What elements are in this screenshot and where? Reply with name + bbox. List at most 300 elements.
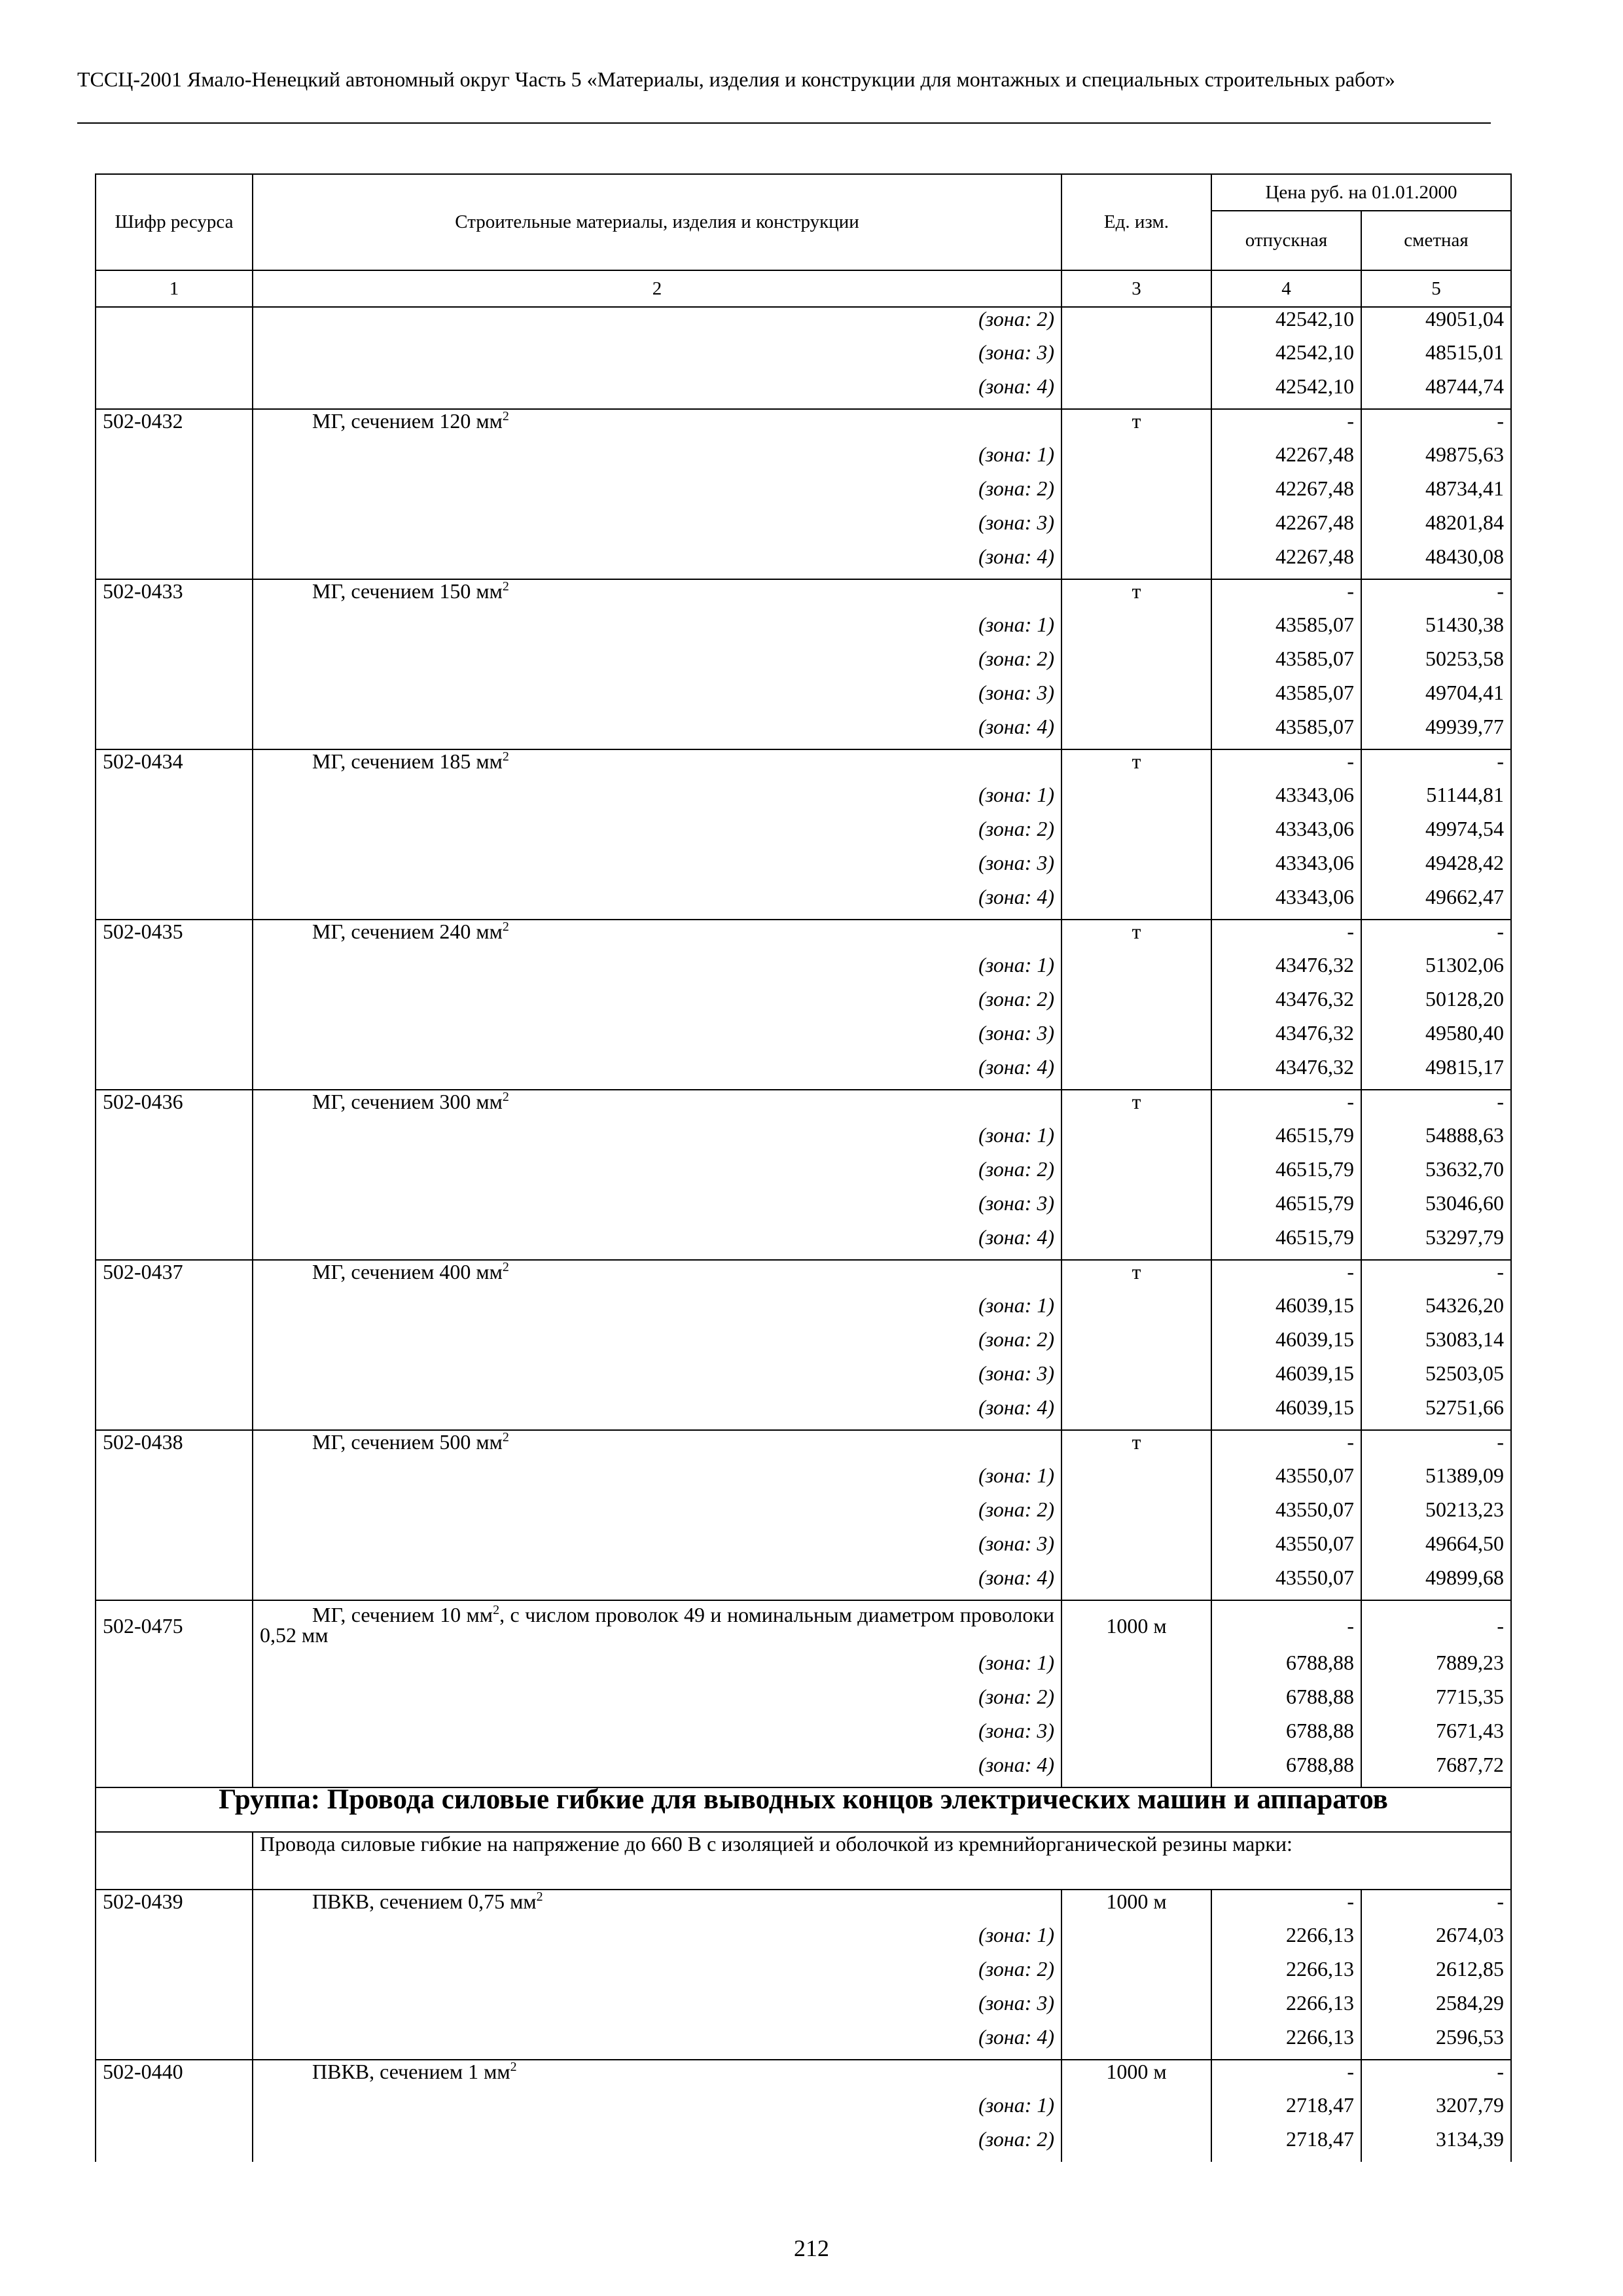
release-price: 46515,79 — [1211, 1192, 1361, 1226]
estimate-price: 49815,17 — [1361, 1056, 1511, 1090]
header-price-group: Цена руб. на 01.01.2000 — [1211, 174, 1511, 211]
zone-label: (зона: 4) — [253, 886, 1061, 920]
zone-label: (зона: 1) — [978, 1923, 1054, 1946]
item-row — [96, 579, 1511, 613]
zone-row — [96, 715, 1511, 749]
zone-row — [96, 2094, 1511, 2128]
estimate-price: 51144,81 — [1361, 783, 1511, 817]
page-header: ТССЦ-2001 Ямало-Ненецкий автономный округ Часть 5 «Материалы, изделия и конструкции для монтажных и специальных строительных работ» — [77, 67, 1395, 91]
estimate-price: - — [1361, 920, 1511, 954]
release-price: 46515,79 — [1211, 1158, 1361, 1192]
resource-code: 502-0440 — [96, 2060, 253, 2094]
estimate-price: 7671,43 — [1361, 1719, 1511, 1753]
item-name — [253, 1090, 1061, 1124]
unit-cell-empty — [1061, 1124, 1211, 1158]
zone-label: (зона: 1) — [978, 783, 1054, 806]
estimate-price: 49428,42 — [1361, 852, 1511, 886]
estimate-price: 49051,04 — [1361, 307, 1511, 341]
release-price: 43550,07 — [1211, 1464, 1361, 1498]
estimate-price: 52751,66 — [1361, 1396, 1511, 1430]
zone-row — [96, 307, 1511, 341]
code-cell-empty — [96, 1832, 253, 1890]
code-cell-empty — [96, 1294, 253, 1328]
code-cell-empty — [96, 1753, 253, 1787]
release-price: 43585,07 — [1211, 681, 1361, 715]
item-name-text: ПВКВ, сечением 1 мм — [312, 2060, 510, 2083]
unit-cell-empty — [1061, 1328, 1211, 1362]
unit: 1000 м — [1061, 1600, 1211, 1651]
unit-cell-empty — [1061, 886, 1211, 920]
unit-cell-empty — [1061, 1753, 1211, 1787]
superscript: 2 — [502, 920, 509, 934]
code-cell-empty — [96, 307, 253, 341]
estimate-price: 53297,79 — [1361, 1226, 1511, 1260]
code-cell-empty — [96, 783, 253, 817]
item-row — [96, 749, 1511, 783]
resource-code: 502-0439 — [96, 1890, 253, 1924]
estimate-price: 51389,09 — [1361, 1464, 1511, 1498]
release-price: 46515,79 — [1211, 1226, 1361, 1260]
unit-cell-empty — [1061, 341, 1211, 375]
unit-cell-empty — [1061, 783, 1211, 817]
item-name — [253, 1430, 1061, 1464]
release-price: 46039,15 — [1211, 1328, 1361, 1362]
release-price: 46039,15 — [1211, 1294, 1361, 1328]
estimate-price: 48430,08 — [1361, 545, 1511, 579]
estimate-price: - — [1361, 1430, 1511, 1464]
unit: т — [1061, 920, 1211, 954]
resource-code: 502-0435 — [96, 920, 253, 954]
estimate-price: 54888,63 — [1361, 1124, 1511, 1158]
item-row — [96, 1260, 1511, 1294]
release-price: 43343,06 — [1211, 783, 1361, 817]
zone-label: (зона: 1) — [978, 613, 1054, 636]
unit-cell-empty — [1061, 1022, 1211, 1056]
zone-row — [96, 443, 1511, 477]
code-cell-empty — [96, 2094, 253, 2128]
estimate-price: 49662,47 — [1361, 886, 1511, 920]
estimate-price: 2596,53 — [1361, 2026, 1511, 2060]
estimate-price: 51430,38 — [1361, 613, 1511, 647]
zone-row — [96, 783, 1511, 817]
release-price: 43476,32 — [1211, 988, 1361, 1022]
resource-code: 502-0438 — [96, 1430, 253, 1464]
header-estimate-price: сметная — [1361, 211, 1511, 270]
estimate-price: 7687,72 — [1361, 1753, 1511, 1787]
item-row — [96, 1430, 1511, 1464]
zone-row — [96, 375, 1511, 409]
unit: т — [1061, 409, 1211, 443]
zone-label: (зона: 4) — [253, 2026, 1061, 2060]
unit-cell-empty — [1061, 1158, 1211, 1192]
zone-label: (зона: 3) — [978, 1719, 1054, 1742]
unit-cell-empty — [1061, 375, 1211, 409]
code-cell-empty — [96, 715, 253, 749]
unit-cell-empty — [1061, 2128, 1211, 2162]
release-price: 6788,88 — [1211, 1719, 1361, 1753]
unit-cell-empty — [1061, 2026, 1211, 2060]
unit-cell-empty — [1061, 1498, 1211, 1532]
zone-label: (зона: 2) — [978, 1157, 1054, 1181]
zone-row — [96, 613, 1511, 647]
item-name-text: МГ, сечением 150 мм — [312, 579, 503, 603]
item-row — [96, 1890, 1511, 1924]
item-name — [253, 749, 1061, 783]
code-cell-empty — [96, 443, 253, 477]
estimate-price: 2612,85 — [1361, 1958, 1511, 1992]
zone-label: (зона: 3) — [978, 1532, 1054, 1555]
unit: т — [1061, 1260, 1211, 1294]
unit-cell-empty — [1061, 1719, 1211, 1753]
group-title: Группа: Провода силовые гибкие для выводных концов электрических машин и аппаратов — [96, 1787, 1511, 1832]
superscript: 2 — [536, 1890, 543, 1904]
zone-label: (зона: 2) — [978, 307, 1054, 331]
release-price: 42542,10 — [1211, 375, 1361, 409]
estimate-price: - — [1361, 1260, 1511, 1294]
zone-label: (зона: 2) — [978, 2127, 1054, 2151]
item-name-text: МГ, сечением 300 мм — [312, 1090, 503, 1113]
zone-row — [96, 511, 1511, 545]
zone-label: (зона: 2) — [978, 476, 1054, 500]
code-cell-empty — [96, 2128, 253, 2162]
item-name — [253, 579, 1061, 613]
column-number: 1 — [96, 270, 253, 307]
resource-code: 502-0436 — [96, 1090, 253, 1124]
zone-label: (зона: 1) — [978, 1293, 1054, 1317]
code-cell-empty — [96, 1022, 253, 1056]
estimate-price: 50253,58 — [1361, 647, 1511, 681]
item-name — [253, 2060, 1061, 2094]
release-price: - — [1211, 1260, 1361, 1294]
estimate-price: 49939,77 — [1361, 715, 1511, 749]
estimate-price: - — [1361, 749, 1511, 783]
unit-cell-empty — [1061, 1192, 1211, 1226]
release-price: - — [1211, 749, 1361, 783]
unit-cell-empty — [1061, 1226, 1211, 1260]
release-price: - — [1211, 409, 1361, 443]
item-name-tail: , с числом проволок 49 и номинальным диаметром проволоки 0,52 мм — [260, 1603, 1055, 1647]
unit-cell-empty — [1061, 647, 1211, 681]
code-cell-empty — [96, 1192, 253, 1226]
zone-label: (зона: 3) — [978, 681, 1054, 704]
unit-cell-empty — [1061, 1464, 1211, 1498]
unit: т — [1061, 1090, 1211, 1124]
code-cell-empty — [96, 1532, 253, 1566]
estimate-price: 49875,63 — [1361, 443, 1511, 477]
item-name-text: МГ, сечением 120 мм — [312, 409, 503, 433]
estimate-price: 2674,03 — [1361, 1924, 1511, 1958]
release-price: 43550,07 — [1211, 1566, 1361, 1600]
estimate-price: - — [1361, 579, 1511, 613]
release-price: - — [1211, 579, 1361, 613]
unit-cell-empty — [1061, 954, 1211, 988]
code-cell-empty — [96, 375, 253, 409]
item-row — [96, 409, 1511, 443]
code-cell-empty — [96, 1651, 253, 1685]
release-price: 43585,07 — [1211, 613, 1361, 647]
zone-row — [96, 1056, 1511, 1090]
zone-row — [96, 1566, 1511, 1600]
item-name-text: МГ, сечением 500 мм — [312, 1430, 503, 1454]
superscript: 2 — [502, 1430, 509, 1444]
release-price: 2718,47 — [1211, 2094, 1361, 2128]
code-cell-empty — [96, 1958, 253, 1992]
estimate-price: 2584,29 — [1361, 1992, 1511, 2026]
release-price: 43476,32 — [1211, 954, 1361, 988]
item-row — [96, 920, 1511, 954]
unit: т — [1061, 579, 1211, 613]
zone-row — [96, 477, 1511, 511]
estimate-price: 49580,40 — [1361, 1022, 1511, 1056]
estimate-price: 48734,41 — [1361, 477, 1511, 511]
item-row — [96, 2060, 1511, 2094]
zone-label: (зона: 1) — [978, 1463, 1054, 1487]
zone-row — [96, 1294, 1511, 1328]
release-price: 42267,48 — [1211, 511, 1361, 545]
superscript: 2 — [493, 1603, 500, 1617]
zone-label: (зона: 4) — [253, 1566, 1061, 1600]
code-cell-empty — [96, 1566, 253, 1600]
group-intro-row — [96, 1832, 1511, 1890]
unit-cell-empty — [1061, 1396, 1211, 1430]
zone-row — [96, 988, 1511, 1022]
estimate-price: 53632,70 — [1361, 1158, 1511, 1192]
zone-row — [96, 817, 1511, 852]
zone-row — [96, 1532, 1511, 1566]
unit-cell-empty — [1061, 1294, 1211, 1328]
release-price: 6788,88 — [1211, 1753, 1361, 1787]
zone-label: (зона: 3) — [978, 340, 1054, 364]
code-cell-empty — [96, 954, 253, 988]
release-price: 42267,48 — [1211, 477, 1361, 511]
estimate-price: 49664,50 — [1361, 1532, 1511, 1566]
item-row — [96, 1600, 1511, 1651]
resource-code: 502-0432 — [96, 409, 253, 443]
zone-label: (зона: 4) — [253, 1396, 1061, 1430]
code-cell-empty — [96, 681, 253, 715]
code-cell-empty — [96, 1498, 253, 1532]
unit-cell-empty — [1061, 852, 1211, 886]
zone-row — [96, 1498, 1511, 1532]
zone-label: (зона: 3) — [978, 1991, 1054, 2015]
page-number: 212 — [794, 2235, 829, 2261]
code-cell-empty — [96, 1124, 253, 1158]
estimate-price: 7889,23 — [1361, 1651, 1511, 1685]
header-rule — [77, 122, 1491, 124]
code-cell-empty — [96, 613, 253, 647]
zone-row — [96, 1328, 1511, 1362]
zone-row — [96, 1022, 1511, 1056]
group-intro: Провода силовые гибкие на напряжение до 660 В с изоляцией и оболочкой из кремнийорганической резины марки: — [253, 1832, 1511, 1890]
superscript: 2 — [502, 1090, 509, 1104]
release-price: 42267,48 — [1211, 443, 1361, 477]
unit-cell-empty — [1061, 511, 1211, 545]
release-price: 46039,15 — [1211, 1396, 1361, 1430]
zone-row — [96, 852, 1511, 886]
estimate-price: 49899,68 — [1361, 1566, 1511, 1600]
zone-row — [96, 1124, 1511, 1158]
estimate-price: 54326,20 — [1361, 1294, 1511, 1328]
zone-label: (зона: 2) — [978, 647, 1054, 670]
unit-cell-empty — [1061, 307, 1211, 341]
estimate-price: 7715,35 — [1361, 1685, 1511, 1719]
unit-cell-empty — [1061, 1532, 1211, 1566]
zone-row — [96, 1192, 1511, 1226]
estimate-price: - — [1361, 2060, 1511, 2094]
item-name — [253, 1890, 1061, 1924]
release-price: - — [1211, 2060, 1361, 2094]
column-number: 2 — [253, 270, 1061, 307]
unit-cell-empty — [1061, 681, 1211, 715]
estimate-price: 51302,06 — [1361, 954, 1511, 988]
unit-cell-empty — [1061, 443, 1211, 477]
zone-row — [96, 886, 1511, 920]
unit-cell-empty — [1061, 988, 1211, 1022]
release-price: 43476,32 — [1211, 1022, 1361, 1056]
superscript: 2 — [502, 1260, 509, 1274]
zone-row — [96, 681, 1511, 715]
code-cell-empty — [96, 2026, 253, 2060]
zone-label: (зона: 3) — [978, 851, 1054, 874]
code-cell-empty — [96, 1992, 253, 2026]
zone-label: (зона: 3) — [978, 1191, 1054, 1215]
estimate-price: 52503,05 — [1361, 1362, 1511, 1396]
release-price: 43343,06 — [1211, 852, 1361, 886]
zone-label: (зона: 1) — [978, 442, 1054, 466]
zone-row — [96, 2026, 1511, 2060]
item-name-text: ПВКВ, сечением 0,75 мм — [312, 1890, 537, 1913]
zone-row — [96, 545, 1511, 579]
zone-row — [96, 341, 1511, 375]
zone-row — [96, 1464, 1511, 1498]
header-code: Шифр ресурса — [96, 174, 253, 270]
estimate-price: 3134,39 — [1361, 2128, 1511, 2162]
code-cell-empty — [96, 1685, 253, 1719]
resource-code: 502-0475 — [96, 1600, 253, 1651]
estimate-price: - — [1361, 1090, 1511, 1124]
item-name-text: МГ, сечением 400 мм — [312, 1260, 503, 1283]
zone-label: (зона: 1) — [978, 1651, 1054, 1674]
superscript: 2 — [510, 2060, 517, 2074]
unit: т — [1061, 749, 1211, 783]
code-cell-empty — [96, 545, 253, 579]
zone-row — [96, 1396, 1511, 1430]
item-name — [253, 920, 1061, 954]
superscript: 2 — [502, 579, 509, 594]
zone-row — [96, 2128, 1511, 2162]
release-price: - — [1211, 1090, 1361, 1124]
release-price: 42267,48 — [1211, 545, 1361, 579]
item-name — [253, 1260, 1061, 1294]
unit-cell-empty — [1061, 1362, 1211, 1396]
zone-row — [96, 1685, 1511, 1719]
release-price: - — [1211, 920, 1361, 954]
code-cell-empty — [96, 647, 253, 681]
release-price: 43550,07 — [1211, 1498, 1361, 1532]
item-name — [253, 409, 1061, 443]
zone-label: (зона: 2) — [978, 1957, 1054, 1981]
header-material: Строительные материалы, изделия и конструкции — [253, 174, 1061, 270]
code-cell-empty — [96, 1328, 253, 1362]
zone-label: (зона: 3) — [978, 511, 1054, 534]
header-release-price: отпускная — [1211, 211, 1361, 270]
release-price: 42542,10 — [1211, 341, 1361, 375]
zone-label: (зона: 2) — [978, 1685, 1054, 1708]
zone-label: (зона: 2) — [978, 1327, 1054, 1351]
zone-row — [96, 1719, 1511, 1753]
code-cell-empty — [96, 1362, 253, 1396]
column-number: 4 — [1211, 270, 1361, 307]
release-price: 43343,06 — [1211, 817, 1361, 852]
header-unit: Ед. изм. — [1061, 174, 1211, 270]
zone-label: (зона: 4) — [253, 1753, 1061, 1787]
zone-row — [96, 1226, 1511, 1260]
zone-row — [96, 1651, 1511, 1685]
unit-cell-empty — [1061, 1992, 1211, 2026]
zone-label: (зона: 4) — [253, 715, 1061, 749]
item-name-text: МГ, сечением 240 мм — [312, 920, 503, 943]
release-price: 46515,79 — [1211, 1124, 1361, 1158]
zone-label: (зона: 1) — [978, 953, 1054, 977]
release-price: - — [1211, 1600, 1361, 1651]
unit-cell-empty — [1061, 1958, 1211, 1992]
estimate-price: - — [1361, 1600, 1511, 1651]
unit-cell-empty — [1061, 1056, 1211, 1090]
zone-label: (зона: 3) — [978, 1361, 1054, 1385]
release-price: 2266,13 — [1211, 1958, 1361, 1992]
item-name-text: МГ, сечением 185 мм — [312, 749, 503, 773]
code-cell-empty — [96, 1719, 253, 1753]
unit-cell-empty — [1061, 1651, 1211, 1685]
unit: 1000 м — [1061, 2060, 1211, 2094]
zone-label: (зона: 4) — [253, 1226, 1061, 1260]
estimate-price: 49974,54 — [1361, 817, 1511, 852]
release-price: 43476,32 — [1211, 1056, 1361, 1090]
code-cell-empty — [96, 1056, 253, 1090]
code-cell-empty — [96, 511, 253, 545]
column-number: 5 — [1361, 270, 1511, 307]
item-name-text: МГ, сечением 10 мм — [312, 1603, 493, 1626]
zone-label: (зона: 1) — [978, 1123, 1054, 1147]
zone-row — [96, 647, 1511, 681]
unit-cell-empty — [1061, 477, 1211, 511]
release-price: 2266,13 — [1211, 2026, 1361, 2060]
zone-label: (зона: 3) — [978, 1021, 1054, 1045]
zone-label: (зона: 2) — [978, 987, 1054, 1011]
release-price: 6788,88 — [1211, 1685, 1361, 1719]
estimate-price: - — [1361, 409, 1511, 443]
zone-row — [96, 954, 1511, 988]
estimate-price: 49704,41 — [1361, 681, 1511, 715]
zone-row — [96, 1158, 1511, 1192]
unit-cell-empty — [1061, 715, 1211, 749]
release-price: 46039,15 — [1211, 1362, 1361, 1396]
zone-label: (зона: 4) — [253, 1056, 1061, 1090]
estimate-price: 53046,60 — [1361, 1192, 1511, 1226]
zone-row — [96, 1362, 1511, 1396]
estimate-price: 50213,23 — [1361, 1498, 1511, 1532]
zone-label: (зона: 4) — [253, 545, 1061, 579]
item-name — [253, 1600, 1061, 1651]
price-table — [95, 173, 1512, 2162]
zone-label: (зона: 2) — [978, 817, 1054, 840]
unit-cell-empty — [1061, 1924, 1211, 1958]
estimate-price: 48744,74 — [1361, 375, 1511, 409]
code-cell-empty — [96, 852, 253, 886]
code-cell-empty — [96, 988, 253, 1022]
estimate-price: - — [1361, 1890, 1511, 1924]
code-cell-empty — [96, 886, 253, 920]
